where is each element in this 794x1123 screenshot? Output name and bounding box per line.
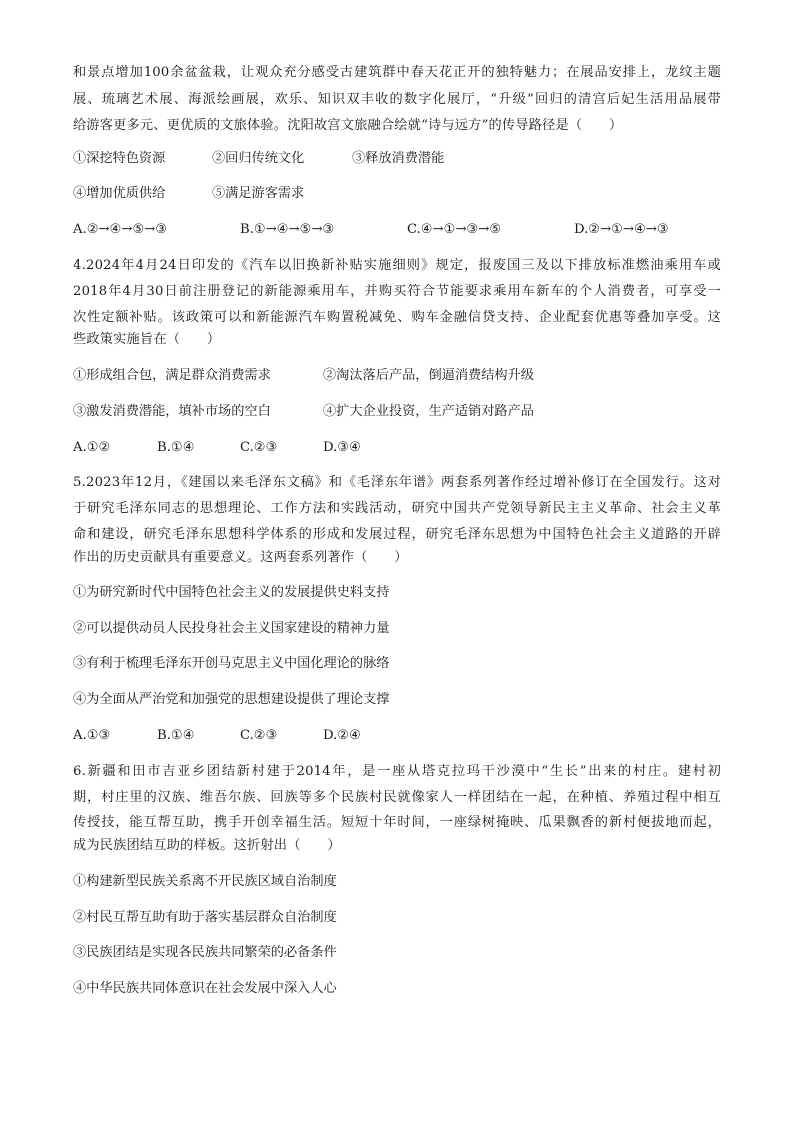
q4-choice-a: A.①② xyxy=(73,440,111,455)
q6-item-4: ④中华民族共同体意识在社会发展中深入人心 xyxy=(73,981,337,996)
q3-item-3: ③释放消费潜能 xyxy=(352,151,445,166)
q3-stem-line-1: 和景点增加100余盆盆栽，让观众充分感受古建筑群中春天花正开的独特魅力；在展品安排上，龙纹主题 xyxy=(73,65,721,80)
q5-item-2: ②可以提供动员人民投身社会主义国家建设的精神力量 xyxy=(73,621,390,636)
q5-stem-line-4: 作出的历史贡献具有重要意义。这两套系列著作（ ） xyxy=(73,550,408,565)
q3-item-2: ②回归传统文化 xyxy=(212,151,305,166)
q5-stem-line-2: 于研究毛泽东同志的思想理论、工作方法和实践活动，研究中国共产党领导新民主主义革命、社会主义革 xyxy=(73,501,721,516)
q6-stem-line-1: 6.新疆和田市吉亚乡团结新村建于2014年，是一座从塔克拉玛干沙漠中“生长”出来的村庄。建村初 xyxy=(73,764,721,779)
q6-item-1: ①构建新型民族关系离不开民族区域自治制度 xyxy=(73,874,337,889)
q4-choice-b: B.①④ xyxy=(157,440,195,455)
q6-stem-line-2: 期，村庄里的汉族、维吾尔族、回族等多个民族村民就像家人一样团结在一起，在种植、养殖过程中相互 xyxy=(73,790,721,805)
q5-choice-d: D.②④ xyxy=(323,728,361,743)
q4-stem-line-3: 次性定额补贴。该政策可以和新能源汽车购置税减免、购车金融信贷支持、企业配套优惠等叠加享受。这 xyxy=(73,310,721,325)
q5-item-4: ④为全面从严治党和加强党的思想建设提供了理论支撑 xyxy=(73,692,390,707)
q3-choice-c: C.④→①→③→⑤ xyxy=(407,222,502,237)
q3-stem-line-3: 给游客更多元、更优质的文旅体验。沈阳故宫文旅融合绘就“诗与远方”的传导路径是（ ） xyxy=(73,118,623,133)
q3-item-4: ④增加优质供给 xyxy=(73,186,166,201)
q5-stem-line-3: 命和建设，研究毛泽东思想科学体系的形成和发展过程，研究毛泽东思想为中国特色社会主义道路的开辟 xyxy=(73,527,721,542)
q5-choice-c: C.②③ xyxy=(240,728,278,743)
q5-item-3: ③有利于梳理毛泽东开创马克思主义中国化理论的脉络 xyxy=(73,656,390,671)
q6-item-2: ②村民互帮互助有助于落实基层群众自治制度 xyxy=(73,910,337,925)
q3-stem-line-2: 展、琉璃艺术展、海派绘画展，欢乐、知识双丰收的数字化展厅，“升级”回归的清宫后妃生活用品展带 xyxy=(73,92,721,107)
q5-choice-b: B.①④ xyxy=(157,728,195,743)
q6-item-3: ③民族团结是实现各民族共同繁荣的必备条件 xyxy=(73,945,337,960)
q3-choice-d: D.②→①→④→③ xyxy=(574,222,669,237)
q4-item-4: ④扩大企业投资，生产适销对路产品 xyxy=(323,404,534,419)
q3-item-5: ⑤满足游客需求 xyxy=(212,186,305,201)
q3-choice-a: A.②→④→⑤→③ xyxy=(73,222,168,237)
q4-item-1: ①形成组合包，满足群众消费需求 xyxy=(73,368,271,383)
q5-stem-line-1: 5.2023年12月，《建国以来毛泽东文稿》和《毛泽东年谱》两套系列著作经过增补修订在全国发行。这对 xyxy=(73,475,721,490)
q4-stem-line-1: 4.2024年4月24日印发的《汽车以旧换新补贴实施细则》规定，报废国三及以下排放标准燃油乘用车或 xyxy=(73,258,721,273)
q4-stem-line-2: 2018年4月30日前注册登记的新能源乘用车，并购买符合节能要求乘用车新车的个人消费者，可享受一 xyxy=(73,284,721,299)
q4-choice-c: C.②③ xyxy=(240,440,278,455)
q6-stem-line-3: 传授技，能互帮互助，携手开创幸福生活。短短十年时间，一座绿树掩映、瓜果飘香的新村便拔地而起， xyxy=(73,815,721,830)
q3-choice-b: B.①→④→⑤→③ xyxy=(240,222,335,237)
q5-item-1: ①为研究新时代中国特色社会主义的发展提供史料支持 xyxy=(73,585,390,600)
q3-item-1: ①深挖特色资源 xyxy=(73,151,166,166)
q4-stem-line-4: 些政策实施旨在（ ） xyxy=(73,332,221,347)
q5-choice-a: A.①③ xyxy=(73,728,111,743)
q4-item-2: ②淘汰落后产品，倒逼消费结构升级 xyxy=(323,368,534,383)
q4-item-3: ③激发消费潜能，填补市场的空白 xyxy=(73,404,271,419)
q4-choice-d: D.③④ xyxy=(323,440,361,455)
q6-stem-line-4: 成为民族团结互助的样板。这折射出（ ） xyxy=(73,838,341,853)
